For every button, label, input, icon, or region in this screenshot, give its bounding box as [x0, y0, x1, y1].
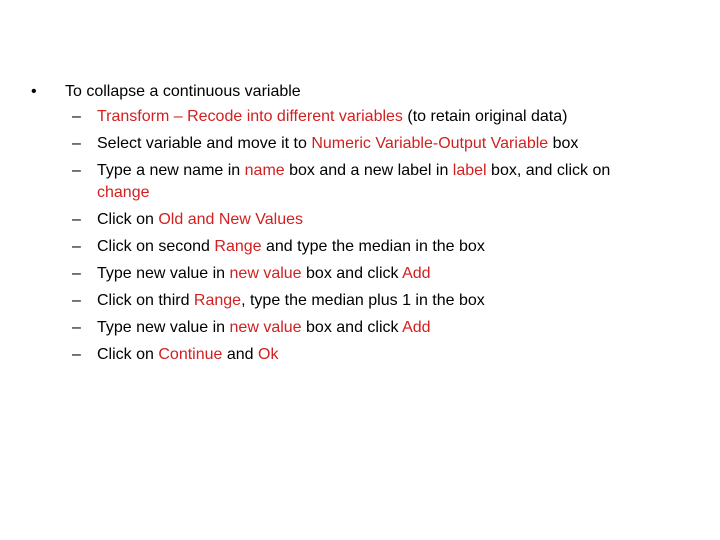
sub-bullet-item — [42, 209, 662, 231]
main-bullet — [31, 81, 691, 103]
dash-bullet: – — [72, 211, 81, 228]
sub-bullet-text — [97, 319, 431, 336]
dash-bullet: – — [72, 292, 81, 309]
text-segment: Select variable and move it to — [97, 135, 312, 152]
dash-bullet: – — [72, 108, 81, 125]
sub-bullet-text — [97, 238, 485, 255]
dash-bullet: – — [72, 319, 81, 336]
text-segment: and — [222, 346, 258, 363]
sub-bullet-item — [42, 290, 662, 312]
dash-bullet: – — [72, 265, 81, 282]
sub-bullet-item — [42, 160, 662, 204]
highlighted-term: Add — [402, 265, 431, 282]
sub-bullet-text — [97, 162, 610, 201]
dash-bullet: – — [72, 135, 81, 152]
text-segment: box — [548, 135, 579, 152]
highlighted-term: Continue — [158, 346, 223, 363]
highlighted-term: Old and New Values — [158, 211, 304, 228]
text-segment: (to retain original data) — [402, 108, 568, 125]
text-segment: and type the median in the box — [261, 238, 485, 255]
text-segment: box and a new label in — [284, 162, 453, 179]
highlighted-term: Ok — [258, 346, 279, 363]
text-segment: box, and click on — [486, 162, 611, 179]
highlighted-term: new value — [229, 265, 302, 282]
text-segment: Type new value in — [97, 319, 230, 336]
dash-bullet: – — [72, 162, 81, 179]
sub-bullet-item — [42, 344, 662, 366]
sub-bullet-item — [42, 263, 662, 285]
text-segment: Type a new name in — [97, 162, 245, 179]
sub-bullet-item — [42, 133, 662, 155]
sub-bullet-text — [97, 211, 303, 228]
sub-bullet-text — [97, 135, 578, 152]
text-segment: Click on — [97, 211, 159, 228]
sub-bullet-text — [97, 265, 431, 282]
highlighted-term: Add — [402, 319, 431, 336]
text-segment: box and click — [301, 265, 403, 282]
text-segment: Click on third — [97, 292, 194, 309]
text-segment: box and click — [301, 319, 403, 336]
highlighted-term: change — [97, 184, 150, 201]
sub-bullet-item — [42, 106, 662, 128]
text-segment: , type the median plus 1 in the box — [241, 292, 485, 309]
sub-bullet-text — [97, 292, 485, 309]
main-bullet-line — [31, 81, 691, 103]
highlighted-term: Numeric Variable-Output Variable — [311, 135, 549, 152]
highlighted-term: label — [452, 162, 487, 179]
text-segment: Click on second — [97, 238, 215, 255]
dash-bullet: – — [72, 238, 81, 255]
main-bullet-text: To collapse a continuous variable — [65, 83, 301, 100]
highlighted-term: Range — [193, 292, 242, 309]
dash-bullet: – — [72, 346, 81, 363]
sub-bullet-item — [42, 236, 662, 258]
sub-bullet-list — [42, 106, 662, 371]
sub-bullet-text — [97, 346, 278, 363]
highlighted-term: Transform – Recode into different variables — [97, 108, 403, 125]
sub-bullet-item — [42, 317, 662, 339]
highlighted-term: Range — [214, 238, 262, 255]
text-segment: Click on — [97, 346, 159, 363]
highlighted-term: name — [244, 162, 285, 179]
sub-bullet-text — [97, 108, 567, 125]
highlighted-term: new value — [229, 319, 302, 336]
bullet-dot: • — [31, 83, 37, 100]
text-segment: Type new value in — [97, 265, 230, 282]
